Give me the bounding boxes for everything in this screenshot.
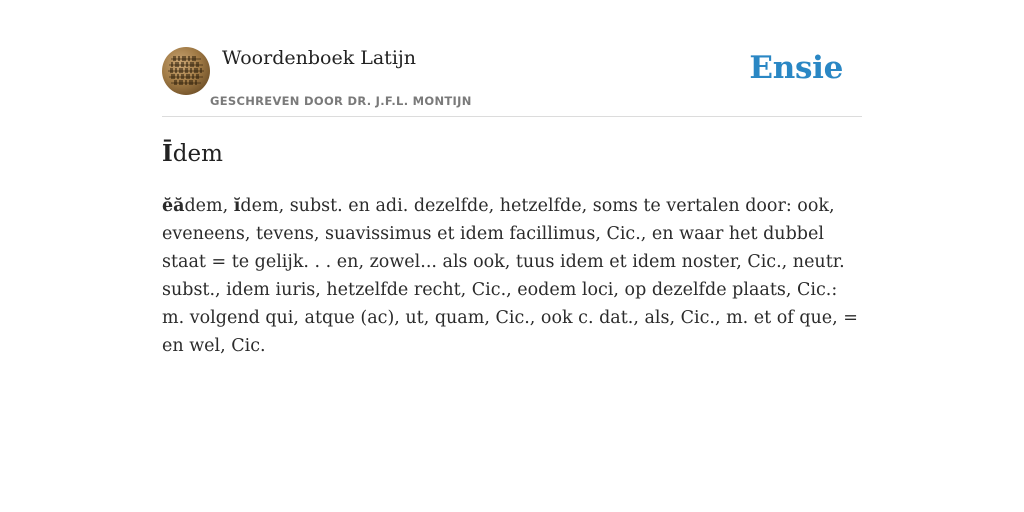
roman-coin-logo-icon[interactable] bbox=[162, 47, 210, 95]
definition-form-bold-2: ĭ bbox=[233, 196, 241, 216]
definition-text-1: dem, bbox=[184, 196, 234, 216]
headword bbox=[162, 138, 223, 170]
site-title[interactable]: Woordenboek Latijn bbox=[222, 47, 417, 69]
definition-text-2: dem, subst. en adi. dezelfde, hetzelfde, soms te vertalen door: ook, eveneens, tevens, suavissimus et idem facillimus, Cic., en waar het dubbel staat = te gelijk. . . en, zowel... als ook, tuus idem et idem noster, Cic., neutr. subst., idem iuris, hetzelfde recht, Cic., eodem loci, op dezelfde plaats, Cic.: m. volgend qui, atque (ac), ut, quam, Cic., ook c. dat., als, Cic., m. et of que, = en wel, Cic. bbox=[162, 196, 858, 356]
author-subtitle: GESCHREVEN DOOR DR. J.F.L. MONTIJN bbox=[210, 94, 472, 108]
headword-rest: dem bbox=[172, 141, 223, 167]
ensie-brand-link[interactable]: Ensie bbox=[749, 50, 843, 86]
site-header bbox=[162, 46, 862, 117]
definition-form-bold-1: ĕă bbox=[162, 196, 185, 216]
definition-text bbox=[162, 192, 862, 360]
headword-accented-initial: Ī bbox=[162, 140, 173, 167]
